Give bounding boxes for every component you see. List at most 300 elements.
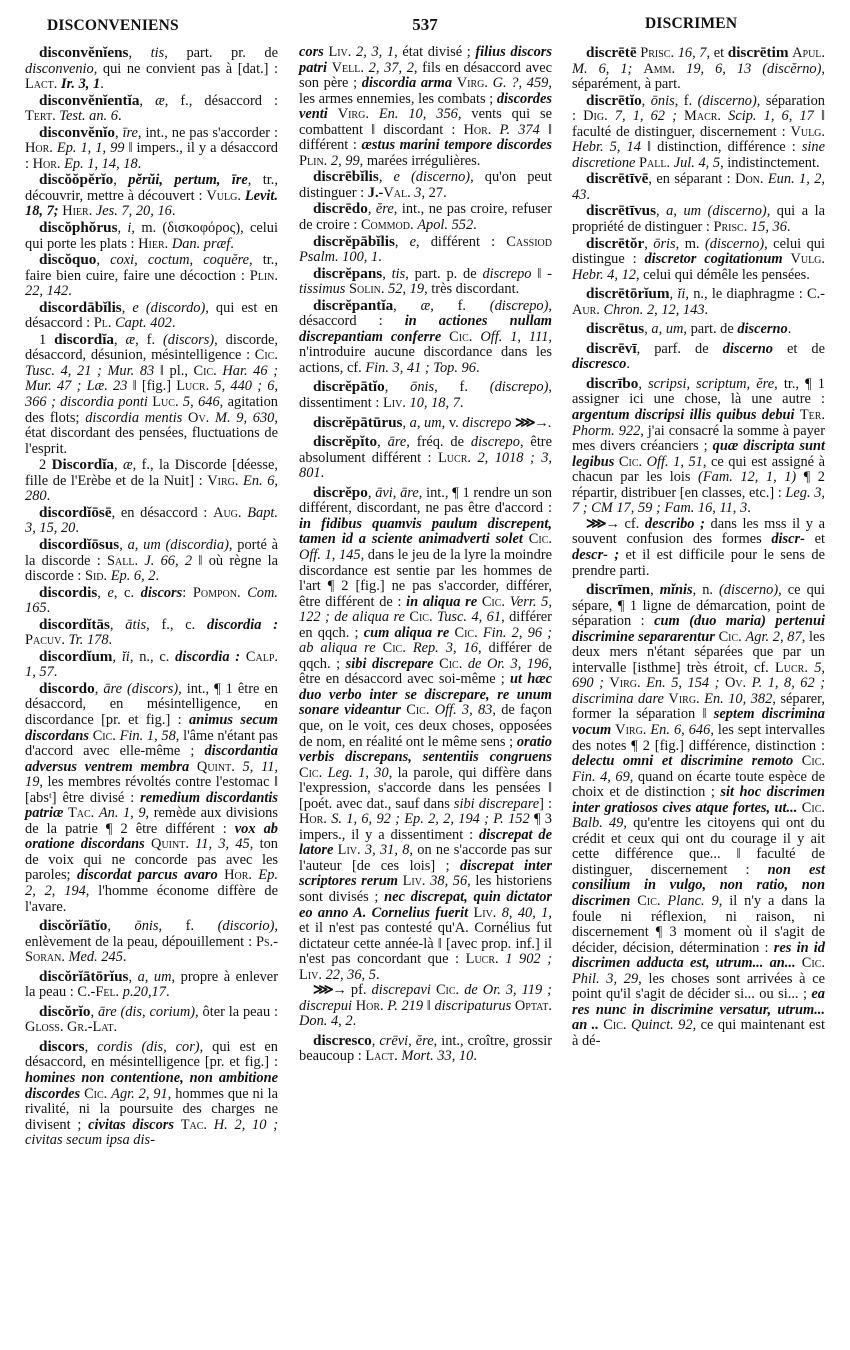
author-citation: Tert.	[25, 108, 56, 125]
italic-text: æ	[125, 331, 136, 348]
latin-quote: cum (duo maria) pertenui discrimine separarentur	[572, 613, 825, 645]
italic-text: ātis	[125, 616, 147, 633]
author-citation: Liv.	[382, 395, 406, 412]
definition-text: , dissentiment :	[299, 379, 552, 412]
definition-text: , f.	[434, 379, 490, 396]
latin-quote: discors	[140, 584, 183, 601]
dictionary-entry	[25, 252, 278, 300]
author-citation: C.-Fel.	[77, 984, 120, 1001]
definition-text: , remède aux divisions de la patrie ¶ 2 être différent :	[25, 805, 278, 837]
italic-text: Rep. 3, 16	[412, 640, 478, 657]
definition-text: .	[547, 414, 552, 431]
author-citation: Hor.	[355, 997, 384, 1014]
dictionary-entry	[572, 171, 825, 203]
headword: discŏquo	[39, 251, 97, 269]
definition-text: , int., ¶ 1 rendre un son différent, discordant, ne pas être d'accord :	[299, 484, 552, 517]
latin-quote: filius discors patri	[299, 44, 552, 76]
italic-text: a, um	[409, 414, 442, 431]
italic-text: Eun. 1, 2, 43	[572, 171, 826, 203]
author-citation: Cic.	[801, 799, 825, 816]
bold-text: J.-	[367, 184, 384, 201]
author-citation: Apul.	[792, 45, 825, 61]
definition-text	[608, 108, 615, 124]
dictionary-entry	[25, 537, 278, 585]
author-citation: Lucr.	[438, 449, 471, 466]
italic-text: æ	[420, 297, 431, 314]
author-citation: Liv.	[402, 873, 426, 890]
author-citation: Cic.	[618, 453, 643, 470]
dictionary-entry	[299, 1033, 552, 1065]
definition-text: .	[375, 966, 380, 983]
definition-text: ,	[117, 220, 128, 237]
definition-text: ,	[382, 265, 392, 282]
definition-text: .	[75, 520, 79, 537]
author-citation: Virg.	[207, 472, 239, 489]
author-citation: C.-Aur.	[572, 286, 825, 318]
definition-text: , les choses sont arrivées à ce point qu'il s'agit de décider si... ou si... ;	[572, 970, 825, 1003]
latin-quote: septem discrimina vocum	[572, 706, 825, 738]
italic-text: H. 2, 10 ; civitas secum ipsa dis-	[25, 1116, 278, 1149]
author-citation: Virg.	[337, 106, 369, 123]
latin-quote: discordia :	[175, 648, 241, 665]
definition-text: .	[586, 186, 590, 203]
definition-text: , part. pr. de	[164, 45, 278, 61]
italic-text: Fin. 3, 41 ; Top. 96	[365, 359, 476, 376]
definition-text: ,	[650, 582, 660, 599]
definition-text: ‖ différent :	[299, 121, 552, 154]
definition-text: , m.	[675, 235, 705, 252]
headword: discŏrĭātōrĭus	[39, 967, 129, 985]
author-citation: Liv.	[328, 44, 352, 60]
headword: discordĭum	[39, 647, 113, 665]
definition-text: , ce qui est assigné à chacun par les lois	[572, 453, 825, 486]
italic-text: æ	[155, 92, 165, 109]
italic-text: Med. 245	[68, 949, 123, 966]
headword: discrĕpĭto	[313, 433, 378, 451]
definition-text: , qu'on peut distinguer :	[299, 169, 552, 201]
author-citation: Liv.	[473, 904, 497, 921]
definition-text: .	[46, 600, 51, 617]
definition-text: , qui est en désaccord :	[25, 299, 279, 332]
dictionary-entry	[25, 125, 278, 173]
author-citation: Hor.	[224, 867, 252, 884]
author-citation: Cic.	[84, 1085, 108, 1102]
page-header	[0, 12, 850, 40]
italic-text: īre	[122, 124, 138, 141]
definition-text: , agitation des flots;	[25, 394, 278, 426]
definition-text: pf.	[345, 982, 372, 999]
italic-text: a, um	[651, 321, 684, 338]
author-citation: Virg.	[615, 721, 647, 738]
definition-text: .	[68, 283, 72, 300]
italic-text: 5, 646	[182, 394, 220, 411]
italic-text: e	[409, 233, 416, 250]
dictionary-entry	[299, 298, 552, 377]
definition-text: ,	[112, 648, 122, 665]
definition-text: , part. de	[683, 321, 738, 338]
italic-text: Off. 1, 111	[480, 328, 549, 345]
italic-text: 5, 11, 19	[25, 758, 278, 791]
italic-text: 1 902 ;	[505, 951, 552, 968]
author-citation: Cic.	[603, 1017, 627, 1034]
italic-text: ĭi	[121, 648, 130, 665]
italic-text: tis	[150, 45, 165, 61]
definition-text: , les historiens sont divisés ;	[299, 873, 552, 905]
definition-text: , en désaccord :	[111, 504, 214, 521]
column-right	[572, 45, 825, 1049]
definition-text: et de	[773, 340, 825, 357]
italic-text: Quinct. 92	[630, 1017, 693, 1034]
author-citation: Quint.	[196, 758, 235, 775]
italic-text: discrepo	[462, 414, 512, 431]
italic-text: Hebr. 4, 12	[572, 266, 636, 283]
italic-text: a, um (discerno)	[666, 203, 767, 220]
definition-text: ,	[128, 45, 151, 61]
definition-text: , f., la Discorde [déesse, fille de l'Erèbe et de la Nuit] :	[25, 457, 278, 489]
definition-text	[441, 329, 449, 345]
definition-text: ] :	[539, 795, 553, 812]
definition-text: .	[459, 395, 464, 412]
italic-text: P. 374	[499, 121, 540, 138]
latin-quote: æstus marini tempore discordes	[361, 137, 552, 154]
definition-text: , f.	[674, 92, 698, 109]
italic-text: (discrepo)	[489, 379, 549, 396]
author-citation: Vulg.	[790, 251, 825, 268]
definition-text: , tr., ¶ 1 assigner ici une chose, là une autre :	[572, 375, 825, 408]
headword: discordĭōsē	[39, 503, 112, 521]
dictionary-entry	[299, 201, 552, 233]
author-citation: Tac.	[67, 805, 95, 822]
italic-text: Bapt. 3, 15, 20	[25, 504, 278, 537]
definition-text: , les membres révoltés contre l'estomac ‖ [absᵗ] être divisé :	[25, 774, 278, 806]
italic-text: 5, 440 ; 6, 366 ; discordia ponti	[25, 378, 278, 411]
headword: discrētōrĭum	[586, 285, 670, 303]
definition-text: et	[804, 531, 825, 548]
definition-text: dans les mss il y a souvent confusion des formes	[572, 515, 825, 548]
definition-text: .	[786, 219, 791, 236]
author-citation: Lucr.	[465, 951, 499, 968]
definition-text: , c.	[113, 584, 141, 601]
definition-text: , séparation :	[572, 92, 825, 125]
italic-text: Chron. 2, 12, 143	[603, 301, 705, 318]
author-citation: Cic.	[481, 593, 506, 610]
definition-text: .	[230, 235, 234, 252]
author-citation: Don.	[735, 171, 764, 188]
definition-text: , 27.	[421, 184, 447, 201]
italic-text: J. 66, 2	[144, 552, 193, 569]
definition-text: .	[117, 108, 122, 125]
column-left	[25, 45, 278, 1149]
italic-text: (discerno)	[697, 92, 757, 109]
author-citation: Ov.	[188, 409, 210, 426]
latin-quote: civitas discors	[88, 1116, 174, 1133]
definition-text: ¶ 2 répartir, distribuer [en classes, etc.] :	[572, 469, 825, 501]
definition-text: ,	[84, 1038, 98, 1055]
definition-text: , de façon que, on le voit, ces deux choses, opposées de nom, en réalité ont le même sens ;	[299, 702, 552, 750]
definition-text: , état divisé ;	[394, 44, 476, 60]
author-citation: Virg.	[609, 675, 641, 692]
author-citation: Plin.	[299, 152, 328, 169]
see-also-arrow-icon: ⋙→	[313, 982, 346, 999]
definition-text: .	[171, 315, 176, 332]
dictionary-entry	[25, 457, 278, 505]
definition-text: ‖ impers., il y a désaccord :	[25, 140, 278, 172]
latin-quote: discresco	[572, 356, 627, 373]
italic-text: Test. an. 6	[59, 108, 118, 125]
dictionary-entry	[572, 236, 825, 284]
definition-text: .	[320, 465, 325, 482]
definition-text: ,	[402, 414, 410, 431]
definition-text: ‖ distinction, différence :	[640, 139, 802, 156]
author-citation: Cic.	[193, 362, 217, 379]
definition-text: .	[165, 984, 170, 1001]
definition-text: , v.	[441, 414, 463, 431]
headword: Discordĭa	[51, 456, 115, 474]
italic-text: sine discretione	[572, 139, 825, 171]
italic-text: āre (dis, corium)	[97, 1003, 196, 1020]
author-citation: Sid.	[84, 568, 108, 585]
definition-text: , les deux mers n'étant séparées que par un intervalle [isthme] très étroit, cf.	[572, 628, 825, 676]
dictionary-entry	[299, 983, 552, 1030]
dictionary-entry	[25, 300, 278, 332]
italic-text: Fin. 4, 69	[572, 768, 630, 785]
author-citation: Cic.	[801, 955, 825, 972]
italic-text: 22, 36, 5	[325, 966, 376, 983]
headword: discordĭōsus	[39, 535, 120, 553]
author-citation: Sall.	[107, 552, 139, 569]
definition-text: ,	[656, 203, 667, 220]
definition-text: , qui ne convient pas à [dat.] :	[93, 60, 278, 77]
headword: discrĕpans	[313, 264, 383, 282]
author-citation: Dig.	[583, 108, 608, 125]
definition-text: , m. (δισκοφόρος), celui qui porte les plats :	[25, 220, 278, 252]
headword: discrēbĭlis	[313, 168, 379, 186]
definition-text: , qu'entre les citoyens qui ont du crédit et ceux qui ont du courage il y ait cette différence que... ‖ faculté de distinguer, discernement :	[572, 815, 826, 878]
italic-text: -tissimus	[299, 265, 552, 298]
column-middle	[299, 45, 552, 1065]
dictionary-entry	[572, 45, 825, 93]
italic-text: Fin. 2, 96 ; ab aliqua re	[299, 624, 552, 657]
definition-text: ,	[377, 434, 388, 451]
definition-text: ,	[121, 299, 133, 316]
definition-text: ‖ pl.,	[154, 362, 194, 379]
italic-text: En. 10, 382	[704, 690, 773, 707]
definition-text: ,	[394, 233, 410, 250]
definition-text: ,	[669, 286, 678, 303]
italic-text: ōnis	[134, 918, 159, 935]
definition-text	[207, 1117, 214, 1133]
latin-quote: nec discrepat, quin dictator eo anno A. Cornelius fuerit	[299, 888, 552, 921]
definition-text: , int., ne pas croire, refuser de croire :	[299, 201, 552, 234]
dictionary-entry	[25, 45, 278, 93]
italic-text: Verr. 5, 122 ; de aliqua re	[299, 593, 552, 626]
headword: discrētus	[586, 320, 645, 338]
author-citation: Cic.	[435, 982, 460, 999]
author-citation: Liv.	[299, 966, 322, 983]
definition-text: .	[171, 203, 176, 220]
definition-text: , différer en qqch. ;	[299, 609, 552, 641]
definition-text	[491, 122, 499, 138]
italic-text: discrepo	[482, 265, 532, 282]
italic-text: Agr. 2, 87	[745, 628, 802, 645]
definition-text: .	[155, 568, 160, 585]
italic-text: 8, 40, 1	[501, 904, 549, 921]
italic-text: 3, 31, 8	[364, 842, 410, 859]
italic-text: Capt. 402	[115, 315, 172, 332]
italic-text: Ep. 1, 1, 99	[56, 140, 125, 157]
italic-text: Har. 46 ; Mur. 47 ; Læ. 23	[25, 362, 278, 395]
definition-text: , j'ai consacré la somme à payer mes divers créanciers ;	[572, 422, 825, 455]
author-citation: Lact.	[365, 1048, 398, 1065]
definition-text: .	[473, 217, 477, 234]
author-citation: Lact.	[25, 76, 58, 93]
author-citation: Cic.	[382, 640, 406, 657]
dictionary-entry	[25, 585, 278, 617]
headword: discrĕpantĭa	[313, 296, 394, 314]
italic-text: 5, 690 ;	[572, 659, 825, 692]
dictionary-entry	[299, 379, 552, 411]
definition-text: .	[747, 500, 751, 517]
dictionary-entry	[25, 93, 278, 125]
author-citation: Hor.	[299, 811, 327, 828]
italic-text: P. 1, 8, 62 ; discrimina dare	[572, 675, 825, 707]
headword: discŏrĭātĭo	[39, 917, 108, 935]
definition-text: , n., c.	[129, 648, 176, 665]
latin-quote: mĭnis	[659, 582, 693, 599]
definition-text: , f.	[430, 297, 490, 314]
italic-text: Com. 165	[25, 584, 278, 617]
italic-text: (discerno)	[719, 582, 779, 599]
definition-text: .	[100, 76, 104, 93]
italic-text: Mort. 33, 10	[401, 1048, 474, 1065]
author-citation: Cic.	[92, 727, 116, 744]
author-citation: Pall.	[639, 154, 671, 171]
italic-text: disconvenio	[25, 60, 94, 77]
headword: discrētŏr	[586, 234, 645, 252]
author-citation: Cassiod	[506, 233, 552, 250]
italic-text: crēvi, ĕre	[379, 1032, 434, 1049]
definition-text: , celui qui distingue :	[572, 235, 825, 268]
latin-quote: discordia arma	[361, 75, 453, 92]
definition-text: , enlèvement de la peau, dépouillement :	[25, 918, 279, 950]
headword: discrībo	[586, 374, 639, 392]
italic-text: An. 1, 9	[98, 805, 146, 822]
italic-text: sibi discrepare	[453, 795, 540, 812]
italic-text: Agr. 2, 91	[111, 1085, 168, 1102]
definition-text	[174, 1117, 181, 1133]
author-citation: Cic.	[801, 753, 825, 770]
definition-text: , discorde, désaccord, désunion, mésintelligence :	[25, 331, 278, 364]
right-guide-word: DISCRIMEN	[645, 15, 738, 32]
dictionary-entry	[572, 376, 825, 517]
italic-text: (discorio)	[217, 918, 275, 935]
author-citation: Virg.	[668, 690, 700, 707]
italic-text: a, um (discordia)	[127, 536, 229, 553]
definition-text: , n., le diaphragme :	[685, 286, 807, 303]
latin-quote: remedium discordantis patriæ	[25, 789, 278, 822]
italic-text: Off. 3, 83	[434, 702, 493, 719]
italic-text: P. 219	[387, 997, 424, 1014]
definition-text: ,	[90, 1003, 98, 1020]
definition-text: , tr., faire bien cuire, faire une décoction :	[25, 252, 278, 284]
author-citation: Calp.	[245, 648, 278, 665]
latin-quote: sit hoc discrimen inter gratiosos cives atque fortes, ut...	[572, 784, 825, 816]
author-citation: Hor.	[463, 121, 492, 138]
italic-text: 19, 6, 13 (discĕrno)	[686, 60, 822, 77]
italic-text: a, um	[137, 968, 172, 985]
headword: discordo	[39, 679, 95, 697]
definition-text: , très discordant.	[424, 281, 520, 298]
headword: discordis	[39, 583, 98, 601]
italic-text: 38, 56	[430, 873, 468, 890]
italic-text: Scip. 1, 6, 17	[728, 108, 814, 125]
definition-text: .	[473, 1048, 477, 1065]
definition-text: , séparément, à part.	[572, 60, 826, 93]
definition-text: ,	[114, 124, 123, 141]
headword: discordĭa	[54, 330, 115, 348]
definition-text: .	[787, 321, 792, 338]
italic-text: 2, 3, 1	[356, 44, 395, 60]
definition-text: , être absolument différent :	[299, 434, 552, 466]
definition-text: .	[352, 1013, 357, 1030]
definition-text: ,	[367, 201, 376, 218]
definition-text: 1	[39, 331, 55, 348]
italic-text: G. ?, 459	[492, 75, 549, 92]
author-citation: Plin.	[249, 267, 278, 284]
dictionary-entry	[572, 203, 825, 235]
italic-text: Ep. 1, 14, 18	[64, 155, 138, 172]
italic-text: 11, 3, 45	[195, 836, 250, 853]
definition-text: , propre à enlever la peau :	[25, 968, 278, 1001]
see-also-arrow-icon: ⋙→	[514, 414, 548, 431]
definition-text: , tr., découvrir, mettre à découvert :	[25, 172, 278, 204]
definition-text: , les sept intervalles des notes ¶ 2 [fig.] différence, distinction :	[572, 721, 825, 754]
headword: discrētē	[586, 44, 637, 61]
italic-text: 2, 99	[330, 152, 360, 169]
definition-text: .	[53, 664, 58, 681]
headword: discrīmen	[586, 581, 651, 599]
definition-text	[793, 753, 802, 769]
definition-text: , la parole, qui diffère dans l'expression, s'accorde dans les pensées ‖ [poét. avec dat., sauf dans	[299, 764, 552, 812]
latin-quote: discerno	[737, 321, 788, 338]
definition-text: .	[137, 155, 142, 172]
definition-text: , qui a la propriété de distinguer :	[572, 203, 825, 236]
author-citation: Amm.	[643, 60, 676, 77]
definition-text: .	[378, 249, 382, 266]
definition-text: et il est difficile pour le sens de prendre parti.	[572, 546, 825, 579]
left-guide-word: DISCONVENIENS	[47, 17, 179, 34]
italic-text: āre (discors)	[103, 680, 179, 697]
definition-text: ,	[139, 92, 156, 109]
italic-text: Ep. 2, 2, 194	[25, 867, 278, 899]
definition-text	[632, 61, 643, 77]
definition-text: ,	[378, 169, 394, 186]
definition-text: ,	[107, 918, 135, 935]
definition-text: , int., ne pas s'accorder :	[137, 124, 278, 141]
latin-quote: discr-	[771, 531, 805, 548]
italic-text: ĭi	[677, 286, 686, 303]
author-citation: Cic.	[718, 628, 742, 645]
headword: discrĕpātūrus	[313, 413, 403, 431]
definition-text	[677, 108, 684, 124]
definition-text: ,	[113, 172, 129, 189]
definition-text: ,	[114, 457, 123, 474]
definition-text: , ôter la peau :	[195, 1003, 278, 1020]
italic-text: Don. 4, 2	[299, 1013, 353, 1030]
italic-text: (discerno)	[704, 235, 765, 252]
definition-text: ‖	[423, 997, 435, 1014]
italic-text: tis	[391, 265, 406, 282]
